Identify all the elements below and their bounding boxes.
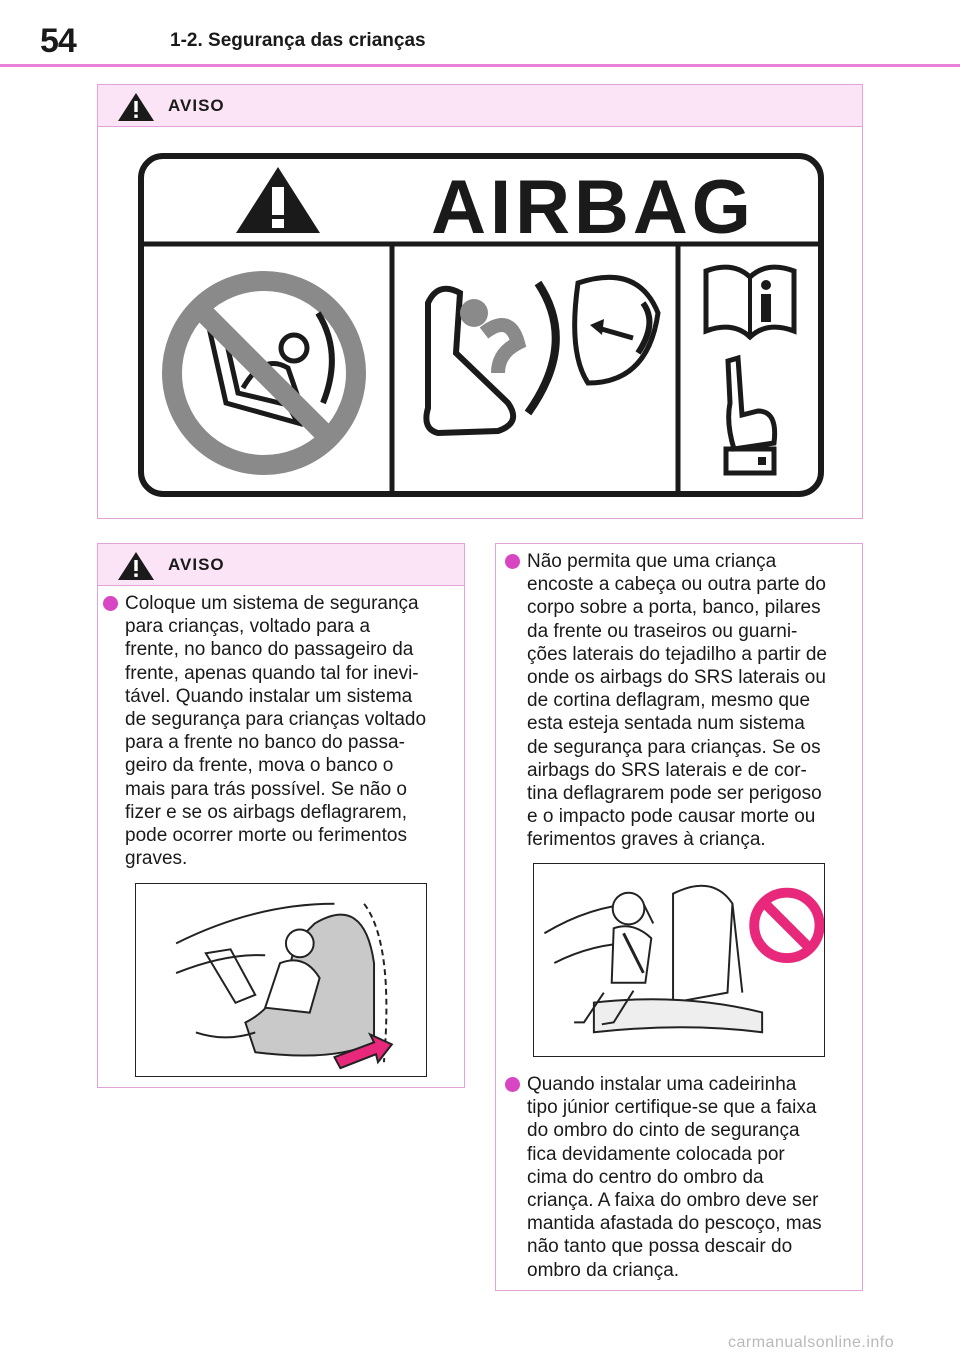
bullet-icon [505, 554, 520, 569]
airbag-label-text: AIRBAG [431, 165, 755, 250]
forward-facing-seat-illustration [135, 883, 427, 1077]
top-warning-box [97, 84, 863, 519]
left-warning-header [98, 544, 464, 586]
booster-seat-illustration [533, 863, 825, 1057]
airbag-warning-label [138, 153, 824, 497]
bullet-icon [505, 1077, 520, 1092]
bullet-text: Não permita que uma criança encoste a cabeça ou outra parte do corpo sobre a porta, banco, pilares da frente ou traseiros ou guarni- ções laterais do tejadilho a partir de onde os airbags do SRS laterais ou de cortina deflagram, mesmo que esta esteja sentada num sistema de segurança para crianças. Se os airbags do SRS laterais e de cor- tina deflagrarem pode ser perigoso e o impacto pode causar morte ou ferimentos graves à criança. [527, 551, 827, 851]
left-warning-box [97, 543, 465, 1088]
list-item [500, 550, 860, 852]
top-warning-title: AVISO [168, 96, 225, 115]
prohibition-icon [754, 893, 819, 958]
bullet-icon [103, 596, 118, 611]
warning-triangle-icon [116, 91, 156, 123]
top-warning-header [98, 85, 862, 127]
warning-triangle-icon [116, 550, 156, 582]
section-title: 1-2. Segurança das crianças [170, 30, 426, 51]
left-warning-title: AVISO [168, 555, 225, 574]
watermark: carmanualsonline.info [728, 1334, 895, 1351]
page-number: 54 [40, 22, 76, 60]
list-item [500, 1073, 860, 1282]
header-rule [0, 64, 960, 67]
list-item [98, 592, 458, 870]
bullet-text: Quando instalar uma cadeirinha tipo júnior certifique-se que a faixa do ombro do cinto de segurança fica devidamente colocada por cima do centro do ombro da criança. A faixa do ombro deve ser mantida afastada do pescoço, mas não tanto que possa descair do ombro da criança. [527, 1074, 822, 1281]
bullet-text: Coloque um sistema de segurança para crianças, voltado para a frente, no banco do passageiro da frente, apenas quando tal for inevi- tável. Quando instalar um sistema de segurança para crianças voltado para a frente no banco do passa- geiro da frente, mova o banco o mais para trás possível. Se não o fizer e se os airbags deflagrarem, pode ocorrer morte ou ferimentos graves. [125, 593, 427, 870]
